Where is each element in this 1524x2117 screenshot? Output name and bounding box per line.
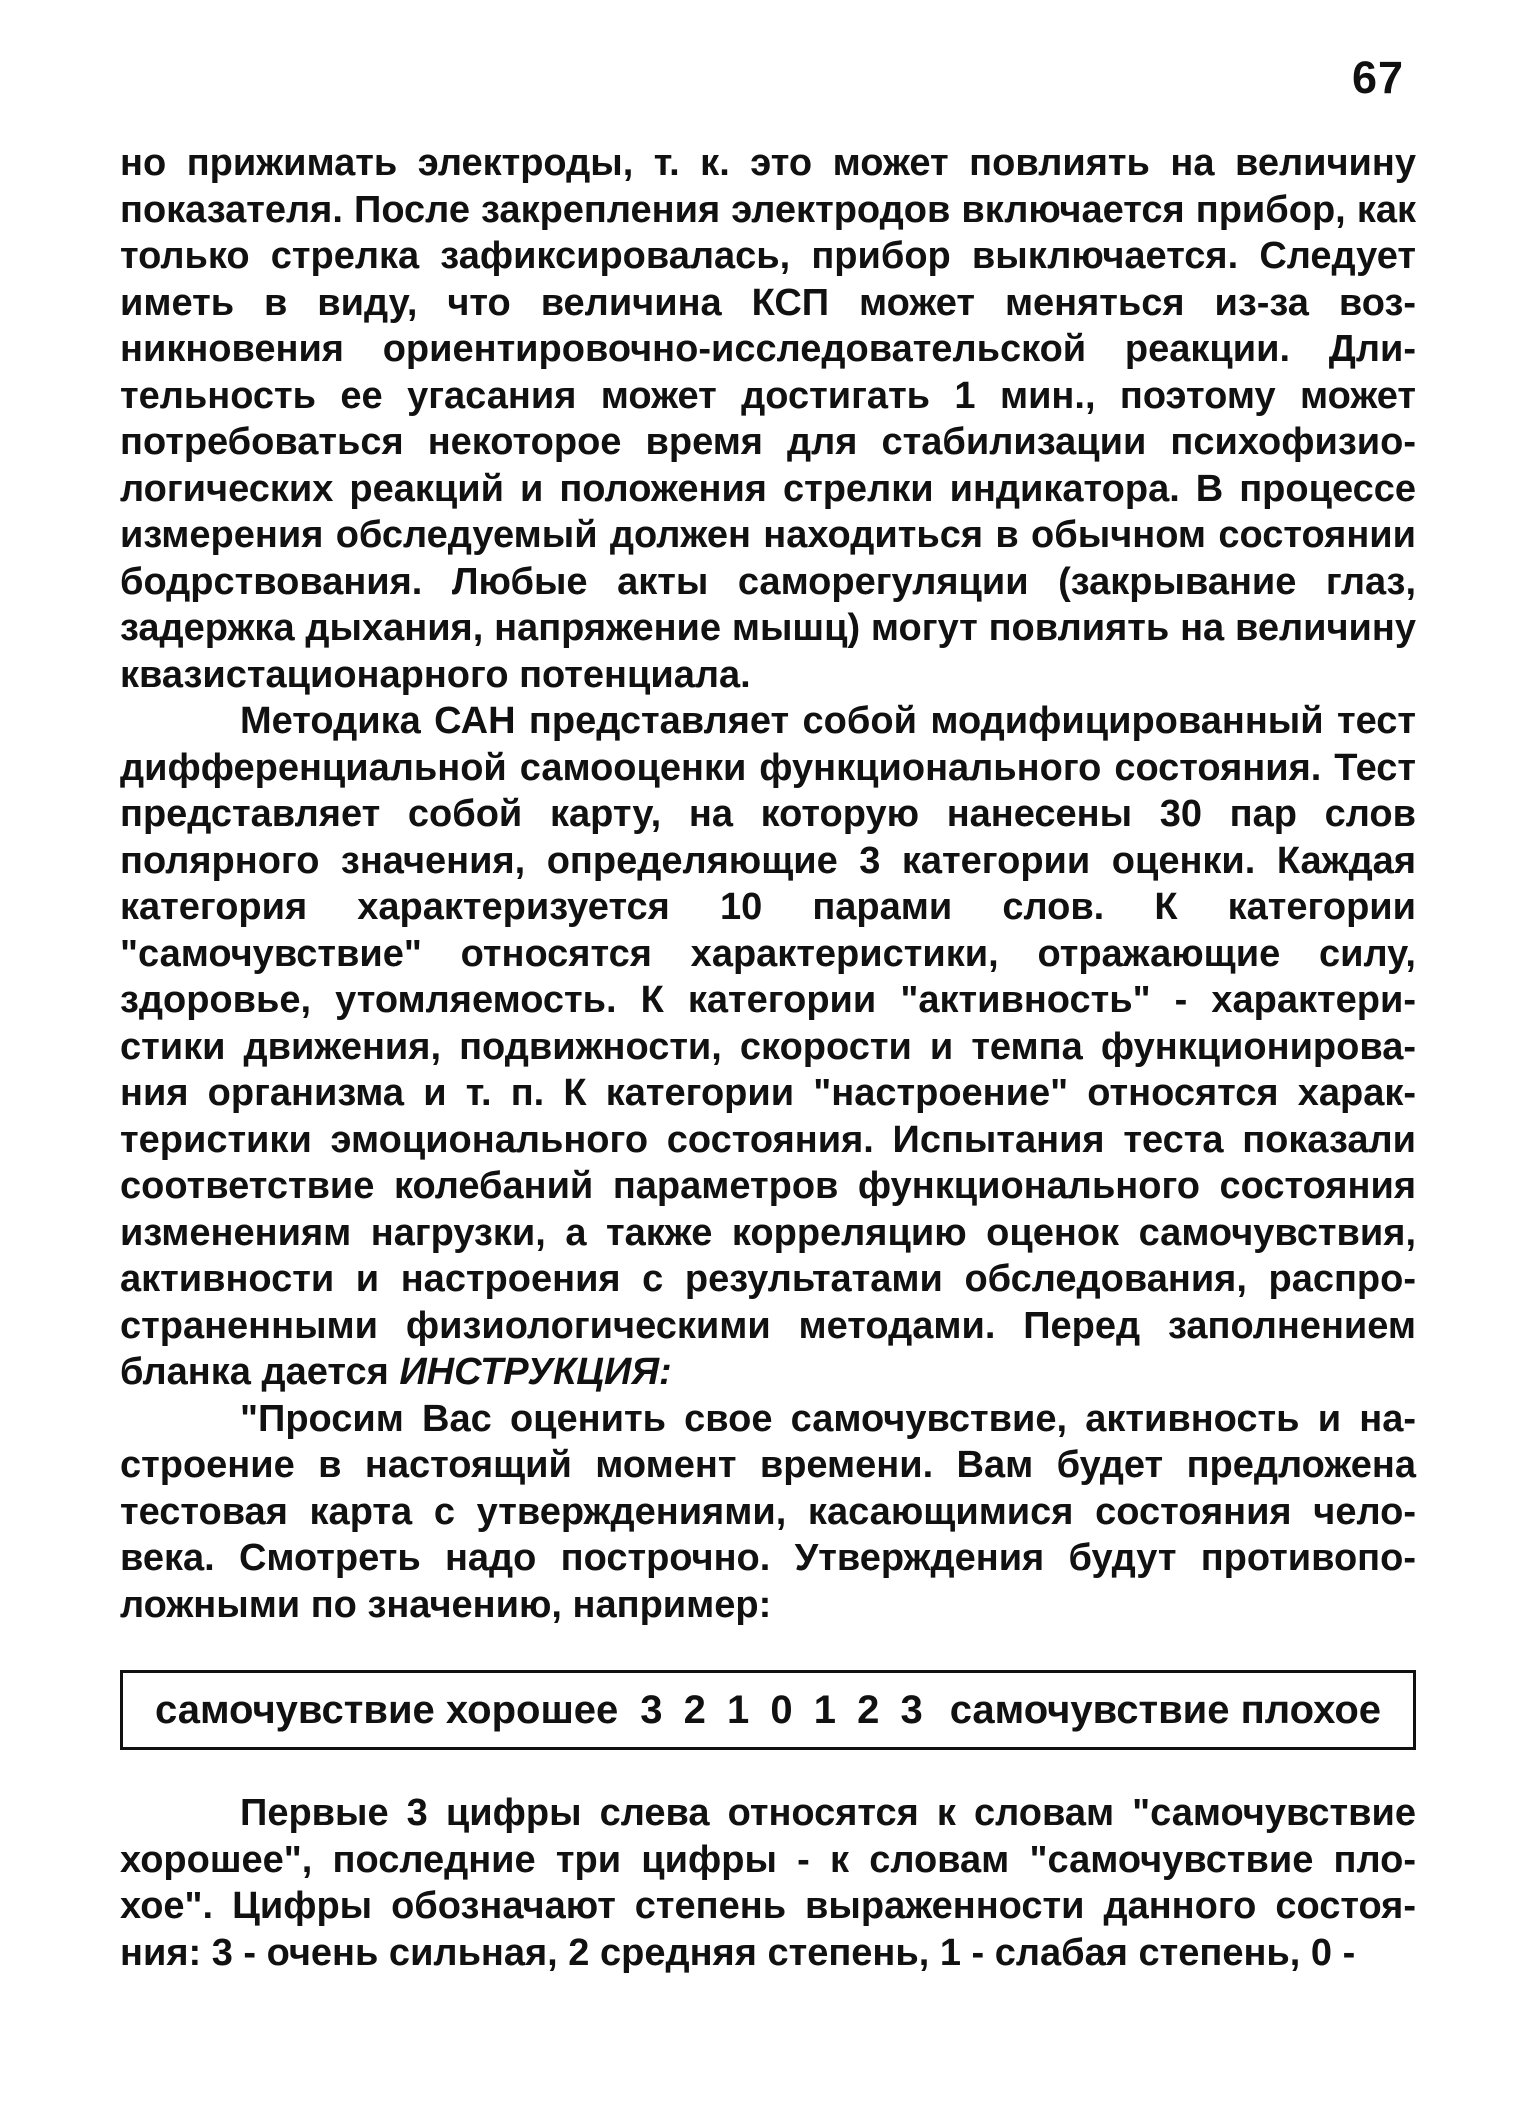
example-scale-digits: 3 2 1 0 1 2 3 xyxy=(640,1687,928,1732)
paragraph-san-method-text: Методика САН представляет собой модифицированный тест дифференциальной самооценки функционального состояния. Тест представляет собой карту, на которую нанесены 30 пар слов полярного значения, определяющие 3 категории оценки. Каждая категория характеризуется 10 парами слов. К категории "самочувствие" относятся характеристики, отражающие силу, здоровье, утомляемость. К категории "активность" - характеристики движения, подвижности, скорости и темпа функционирования организма и т. п. К категории "настроение" относятся характеристики эмоционального состояния. Испытания теста показали соответствие колебаний параметров функционального состояния изменениям нагрузки, а также корреляцию оценок самочувствия, активности и настроения с результатами обследования, распространенными физиологическими методами. Перед заполнением бланка дается xyxy=(120,700,1416,1393)
paragraph-instruction-quote: "Просим Вас оценить свое самочувствие, активность и настроение в настоящий момент времени. Вам будет предложена тестовая карта с утверждениями, касающимися состояния человека. Смотреть надо построчно. Утверждения будут противоположными по значению, например: xyxy=(120,1397,1416,1626)
example-right-label: самочувствие плохое xyxy=(949,1687,1382,1732)
body-text xyxy=(120,140,1416,1976)
example-scale-box xyxy=(120,1670,1416,1750)
paragraph-san-method xyxy=(120,698,1416,1396)
example-left-label: самочувствие хорошее xyxy=(154,1687,619,1732)
paragraph-electrodes: но прижимать электроды, т. к. это может повлиять на величину показателя. После закрепления электродов включается прибор, как только стрелка зафиксировалась, прибор выключается. Следует иметь в виду, что величина КСП может меняться из-за возникновения ориентировочно-исследовательской реакции. Длительность ее угасания может достигать 1 мин., поэтому может потребоваться некоторое время для стабилизации психофизиологических реакций и положения стрелки индикатора. В процессе измерения обследуемый должен находиться в обычном состоянии бодрствования. Любые акты саморегуляции (закрывание глаз, задержка дыхания, напряжение мышц) могут повлиять на величину квазистационарного потенциала. xyxy=(120,142,1416,696)
instruction-heading: ИНСТРУКЦИЯ: xyxy=(399,1351,672,1393)
paragraph-scale-explanation: Первые 3 цифры слева относятся к словам "самочувствие хорошее", последние три цифры - к словам "самочувствие плохое". Цифры обозначают степень выраженности данного состояния: 3 - очень сильная, 2 средняя степень, 1 - слабая степень, 0 - xyxy=(120,1792,1416,1974)
page-number: 67 xyxy=(1351,52,1404,103)
